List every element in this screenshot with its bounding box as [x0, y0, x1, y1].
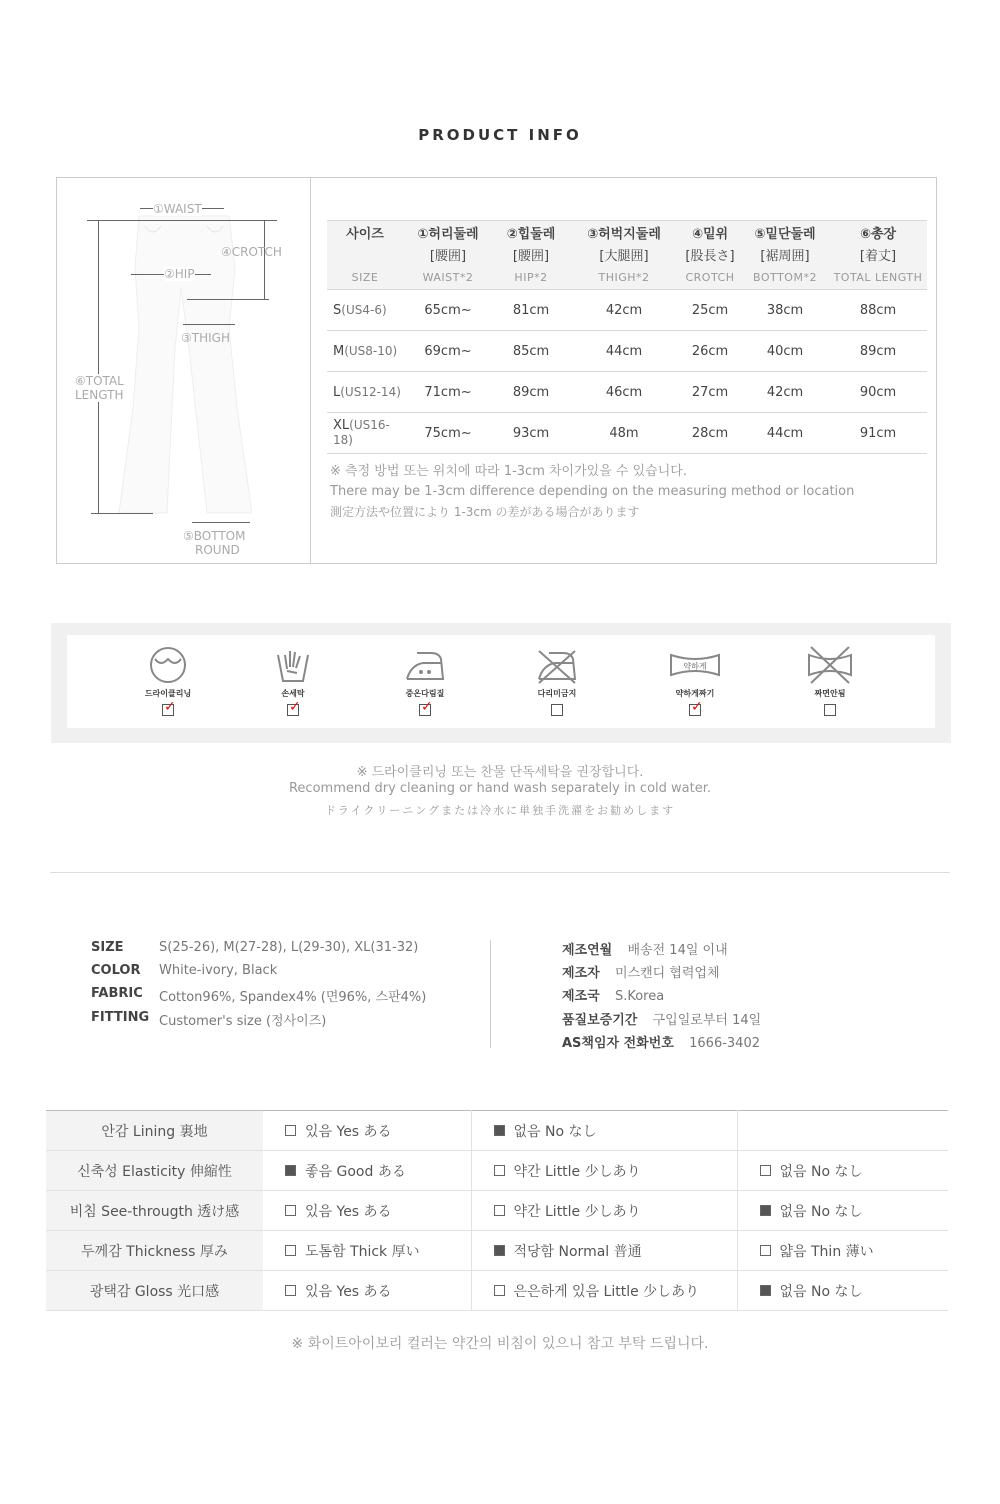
- col-header-en: THIGH*2: [569, 265, 679, 290]
- size-us: (US4-6): [341, 302, 387, 317]
- table-row: [327, 331, 927, 372]
- size-name: M: [333, 343, 345, 359]
- table-cell: 89cm: [493, 372, 569, 413]
- fabric-option[interactable]: [471, 1151, 737, 1191]
- option-text: 있음 Yes ある: [305, 1203, 392, 1220]
- care-note-ko: ※ 드라이클리닝 또는 찬물 단독세탁을 권장합니다.: [356, 765, 644, 780]
- care-label: 짜면안됨: [814, 689, 846, 698]
- spec-value: 구입일로부터 14일: [652, 1013, 762, 1028]
- hip-label: ②HIP: [164, 267, 195, 281]
- spec-value: Cotton96%, Spandex4% (면96%, 스판4%): [159, 990, 427, 1005]
- col-header-ko: ④밑위: [679, 221, 741, 244]
- care-note-en: Recommend dry cleaning or hand wash separately in cold water.: [288, 781, 711, 796]
- col-header-en: SIZE: [327, 265, 403, 290]
- size-us: (US16-18): [333, 418, 390, 447]
- care-label: 드라이클리닝: [144, 689, 192, 698]
- table-row: [46, 1191, 948, 1231]
- pants-diagram: [57, 178, 311, 563]
- fabric-option[interactable]: [471, 1111, 737, 1151]
- size-table: [327, 220, 927, 454]
- spec-value: S.Korea: [614, 989, 665, 1004]
- care-item-gentle-wring: [650, 645, 740, 716]
- option-text: 없음 No なし: [779, 1163, 863, 1180]
- option-checkbox[interactable]: [285, 1205, 296, 1216]
- table-row: [46, 1271, 948, 1311]
- spec-key: COLOR: [91, 963, 141, 978]
- table-cell: 42cm: [569, 290, 679, 331]
- measure-note-en: There may be 1-3cm difference depending on the measuring method or location: [330, 484, 855, 499]
- bottom-label-2: ROUND: [195, 543, 240, 557]
- table-row: [327, 372, 927, 413]
- spec-key: 제조국: [562, 989, 600, 1004]
- bottom-label-1: ⑤BOTTOM: [183, 529, 246, 543]
- crotch-label: ④CROTCH: [221, 245, 282, 259]
- spec-value: S(25-26), M(27-28), L(29-30), XL(31-32): [159, 940, 419, 955]
- table-cell: 44cm: [741, 413, 829, 454]
- table-row: [46, 1151, 948, 1191]
- table-cell: 93cm: [493, 413, 569, 454]
- fabric-label: 광택감 Gloss 光口感: [46, 1271, 263, 1311]
- spec-value: Customer's size (정사이즈): [159, 1014, 327, 1029]
- fabric-option[interactable]: [471, 1231, 737, 1271]
- care-item-no-iron: [512, 645, 602, 716]
- size-us: (US12-14): [340, 384, 401, 399]
- spec-row: [562, 1032, 760, 1051]
- care-label: 약하게짜기: [675, 689, 715, 698]
- care-item-iron-medium: [380, 645, 470, 716]
- col-header-en: WAIST*2: [403, 265, 493, 290]
- fabric-option[interactable]: [471, 1271, 737, 1311]
- spec-value: 미스캔디 협력업체: [614, 966, 720, 981]
- fabric-option[interactable]: [737, 1231, 948, 1271]
- care-item-hand-wash: [248, 645, 338, 716]
- col-header-en: CROTCH: [679, 265, 741, 290]
- spec-row: [562, 939, 728, 958]
- table-cell: 90cm: [829, 372, 927, 413]
- col-header-en: BOTTOM*2: [741, 265, 829, 290]
- table-cell: 65cm~: [403, 290, 493, 331]
- table-cell: 48m: [569, 413, 679, 454]
- spec-row: [562, 985, 664, 1004]
- fabric-option[interactable]: [263, 1231, 471, 1271]
- option-checkbox[interactable]: [760, 1205, 771, 1216]
- care-checkbox[interactable]: [551, 704, 563, 716]
- option-text: 없음 No なし: [779, 1283, 863, 1300]
- col-header-en: HIP*2: [493, 265, 569, 290]
- table-cell: 27cm: [679, 372, 741, 413]
- option-text: 없음 No なし: [779, 1203, 863, 1220]
- table-row: [46, 1231, 948, 1271]
- option-text: 약간 Little 少しあり: [513, 1203, 641, 1220]
- option-text: 은은하게 있음 Little 少しあり: [513, 1283, 700, 1300]
- fabric-label: 신축성 Elasticity 伸縮性: [46, 1151, 263, 1191]
- wring-text: 약하게: [683, 662, 707, 671]
- fabric-option[interactable]: [263, 1111, 471, 1151]
- measure-note-ko: ※ 측정 방법 또는 위치에 따라 1-3cm 차이가있을 수 있습니다.: [330, 464, 687, 479]
- iron-medium-icon: [403, 645, 447, 685]
- option-checkbox[interactable]: [285, 1125, 296, 1136]
- page-title: PRODUCT INFO: [418, 126, 582, 144]
- spec-row: [562, 1009, 761, 1028]
- bottom-note: ※ 화이트아이보리 컬러는 약간의 비침이 있으니 참고 부탁 드립니다.: [291, 1336, 709, 1352]
- size-name: L: [333, 384, 341, 400]
- option-checkbox[interactable]: [285, 1165, 296, 1176]
- spec-value: White-ivory, Black: [159, 963, 278, 978]
- gentle-wring-icon: [667, 645, 723, 685]
- table-cell: 38cm: [741, 290, 829, 331]
- waist-label: ①WAIST: [153, 202, 202, 216]
- col-header-ja: [腰囲]: [403, 243, 493, 265]
- col-header-ja: [327, 243, 403, 265]
- care-checkbox[interactable]: ✓: [164, 699, 176, 715]
- table-cell: 88cm: [829, 290, 927, 331]
- spec-key: 제조자: [562, 966, 600, 981]
- table-row: [327, 290, 927, 331]
- table-cell: 85cm: [493, 331, 569, 372]
- table-cell: 89cm: [829, 331, 927, 372]
- fabric-option[interactable]: [263, 1271, 471, 1311]
- option-checkbox[interactable]: [494, 1165, 505, 1176]
- option-text: 없음 No なし: [513, 1123, 597, 1140]
- table-cell: 71cm~: [403, 372, 493, 413]
- fabric-option[interactable]: [737, 1151, 948, 1191]
- care-checkbox[interactable]: ✓: [289, 699, 301, 715]
- option-checkbox[interactable]: [494, 1205, 505, 1216]
- table-cell: 28cm: [679, 413, 741, 454]
- table-cell: 69cm~: [403, 331, 493, 372]
- col-header-en: TOTAL LENGTH: [829, 265, 927, 290]
- option-checkbox[interactable]: [285, 1285, 296, 1296]
- care-item-no-wring: [785, 645, 875, 716]
- care-label: 다리미금지: [537, 689, 577, 698]
- option-text: 도톰함 Thick 厚い: [305, 1243, 420, 1260]
- option-checkbox[interactable]: [494, 1245, 505, 1256]
- col-header-ja: [腰囲]: [493, 243, 569, 265]
- fabric-option-empty: [737, 1111, 948, 1151]
- option-checkbox[interactable]: [494, 1285, 505, 1296]
- option-checkbox[interactable]: [760, 1285, 771, 1296]
- hand-wash-icon: [273, 645, 313, 685]
- spec-key: 제조연월: [562, 943, 613, 958]
- table-cell: 75cm~: [403, 413, 493, 454]
- fabric-option[interactable]: [263, 1191, 471, 1231]
- care-label: 손세탁: [281, 689, 305, 698]
- fabric-option[interactable]: [737, 1191, 948, 1231]
- thigh-label: ③THIGH: [181, 331, 230, 345]
- table-cell: 91cm: [829, 413, 927, 454]
- option-checkbox[interactable]: [760, 1245, 771, 1256]
- table-row: [46, 1111, 948, 1151]
- table-cell: 40cm: [741, 331, 829, 372]
- spec-value: 배송전 14일 이내: [627, 943, 728, 958]
- col-header-ja: [股長さ]: [679, 243, 741, 265]
- size-chart-box: [56, 177, 937, 564]
- col-header-ja: [着丈]: [829, 243, 927, 265]
- fabric-label: 비침 See-througth 透け感: [46, 1191, 263, 1231]
- spec-key: FABRIC: [91, 986, 143, 1001]
- option-checkbox[interactable]: [760, 1165, 771, 1176]
- col-header-ko: ③허벅지둘레: [569, 221, 679, 244]
- option-text: 좋음 Good ある: [305, 1163, 406, 1180]
- dry-clean-icon: [148, 645, 188, 685]
- size-name: XL: [333, 418, 350, 433]
- total-label-2: LENGTH: [75, 388, 124, 402]
- spec-key: 품질보증기간: [562, 1013, 638, 1028]
- col-header-ko: ①허리둘레: [403, 221, 493, 244]
- option-text: 있음 Yes ある: [305, 1283, 392, 1300]
- care-instructions: [51, 623, 951, 743]
- option-checkbox[interactable]: [285, 1245, 296, 1256]
- fabric-option[interactable]: [263, 1151, 471, 1191]
- col-header-ko: 사이즈: [327, 221, 403, 244]
- col-header-ja: [裾周囲]: [741, 243, 829, 265]
- table-cell: 81cm: [493, 290, 569, 331]
- care-label: 중온다림질: [405, 689, 445, 698]
- fabric-label: 두께감 Thickness 厚み: [46, 1231, 263, 1271]
- no-wring-icon: [805, 645, 855, 685]
- table-cell: 46cm: [569, 372, 679, 413]
- col-header-ko: ⑥총장: [829, 221, 927, 244]
- size-name: S: [333, 302, 342, 318]
- care-item-dry-clean: [123, 645, 213, 716]
- spec-row: [562, 962, 720, 981]
- spec-divider: [490, 940, 491, 1048]
- spec-value: 1666-3402: [689, 1036, 760, 1051]
- care-checkbox[interactable]: ✓: [691, 699, 703, 715]
- spec-key: FITTING: [91, 1010, 150, 1025]
- table-cell: 26cm: [679, 331, 741, 372]
- spec-key: SIZE: [91, 940, 124, 955]
- col-header-ko: ②힙둘레: [493, 221, 569, 244]
- table-row: [327, 413, 927, 454]
- fabric-option[interactable]: [737, 1271, 948, 1311]
- divider: [50, 872, 950, 873]
- table-cell: 42cm: [741, 372, 829, 413]
- spec-key: AS책임자 전화번호: [562, 1036, 674, 1051]
- fabric-table: [46, 1110, 948, 1311]
- table-cell: 44cm: [569, 331, 679, 372]
- col-header-ko: ⑤밑단둘레: [741, 221, 829, 244]
- care-note-ja: ドライクリーニングまたは冷水に単独手洗濯をお勧めします: [324, 804, 676, 817]
- fabric-option[interactable]: [471, 1191, 737, 1231]
- no-iron-icon: [535, 645, 579, 685]
- option-text: 약간 Little 少しあり: [513, 1163, 641, 1180]
- care-checkbox[interactable]: ✓: [421, 699, 433, 715]
- total-label-1: ⑥TOTAL: [75, 374, 124, 388]
- option-text: 있음 Yes ある: [305, 1123, 392, 1140]
- option-checkbox[interactable]: [494, 1125, 505, 1136]
- option-text: 적당함 Normal 普通: [513, 1243, 642, 1260]
- col-header-ja: [大腿囲]: [569, 243, 679, 265]
- table-cell: 25cm: [679, 290, 741, 331]
- fabric-label: 안감 Lining 裏地: [46, 1111, 263, 1151]
- measure-note-ja: 測定方法や位置により 1-3cm の差がある場合があります: [330, 505, 640, 519]
- size-us: (US8-10): [344, 343, 398, 358]
- option-text: 얇음 Thin 薄い: [779, 1243, 874, 1260]
- care-checkbox[interactable]: [824, 704, 836, 716]
